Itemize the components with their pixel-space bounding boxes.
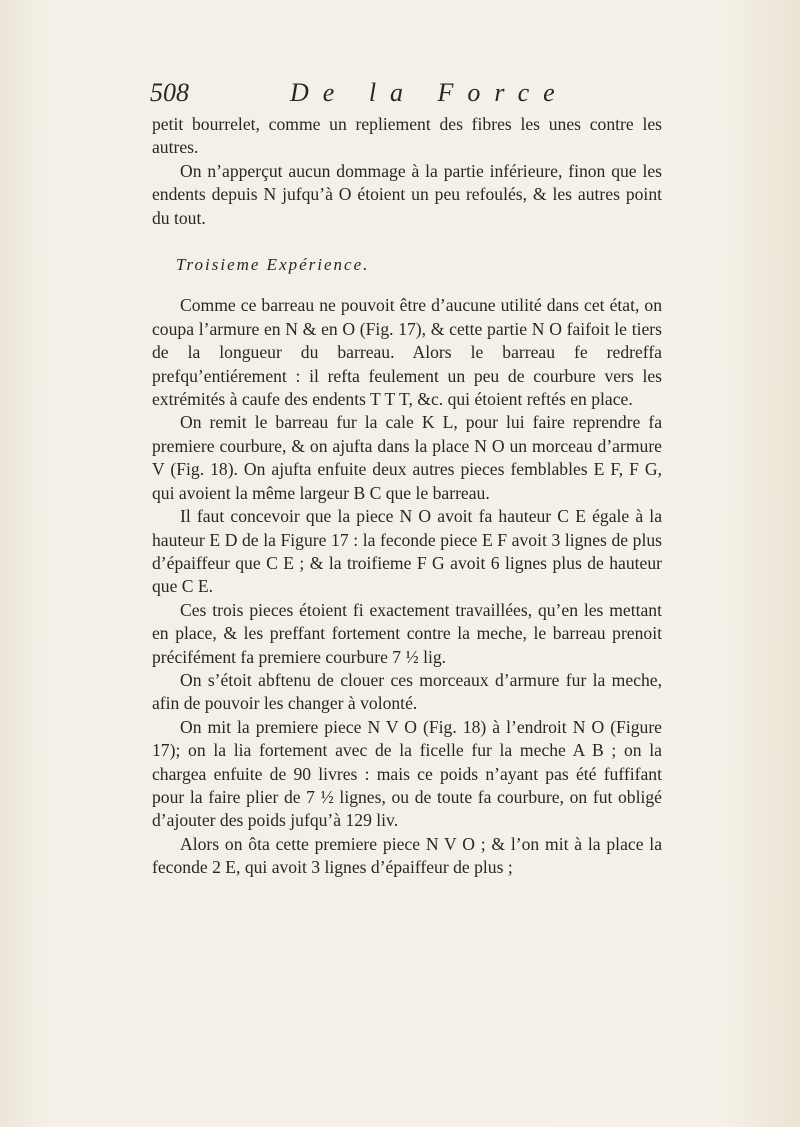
body-text [152, 113, 662, 880]
page-header [150, 78, 650, 118]
section-title: Troisieme Expérience. [176, 255, 370, 275]
running-head: De la Force [290, 78, 569, 107]
page-number: 508 [150, 78, 189, 107]
paragraph: On s’étoit abftenu de clouer ces morceaux d’armure fur la meche, afin de pouvoir les changer à volonté. [152, 669, 662, 714]
paragraph: petit bourrelet, comme un repliement des fibres les unes contre les autres. [152, 114, 662, 158]
paragraph: Il faut concevoir que la piece N O avoit fa hauteur C E égale à la hauteur E D de la Figure 17 : la feconde piece E F avoit 3 lignes de plus d’épaiffeur que C E ; & la troifieme F G avoit 6 lignes plus de hauteur que C E. [152, 506, 662, 597]
paragraph: Ces trois pieces étoient fi exactement travaillées, qu’en les mettant en place, & les preffant fortement contre la meche, le barreau prenoit précifément fa premiere courbure 7 ½ lig. [152, 599, 662, 667]
paragraph: On remit le barreau fur la cale K L, pour lui faire reprendre fa premiere courbure, & on ajufta dans la place N O un morceau d’armure V (Fig. 18). On ajufta enfuite deux autres pieces femblables E F, F G, qui avoient la même largeur B C que le barreau. [152, 412, 662, 503]
paragraph: On n’apperçut aucun dommage à la partie inférieure, finon que les endents depuis N jufqu’à O étoient un peu refoulés, & les autres point du tout. [152, 160, 662, 228]
paragraph: Alors on ôta cette premiere piece N V O ; & l’on mit à la place la feconde 2 E, qui avoit 3 lignes d’épaiffeur de plus ; [152, 833, 662, 878]
paragraph: Comme ce barreau ne pouvoit être d’aucune utilité dans cet état, on coupa l’armure en N & en O (Fig. 17), & cette partie N O faifoit le tiers de la longueur du barreau. Alors le barreau fe redreffa prefqu’entiérement : il refta feulement un peu de courbure vers les extrémités à caufe des endents T T T, &c. qui étoient reftés en place. [152, 295, 662, 410]
paragraph: On mit la premiere piece N V O (Fig. 18) à l’endroit N O (Figure 17); on la lia fortement avec de la ficelle fur la meche A B ; on la chargea enfuite de 90 livres : mais ce poids n’ayant pas été fuffifant pour la faire plier de 7 ½ lignes, ou de toute fa courbure, on fut obligé d’ajouter des poids jufqu’à 129 liv. [152, 716, 662, 831]
